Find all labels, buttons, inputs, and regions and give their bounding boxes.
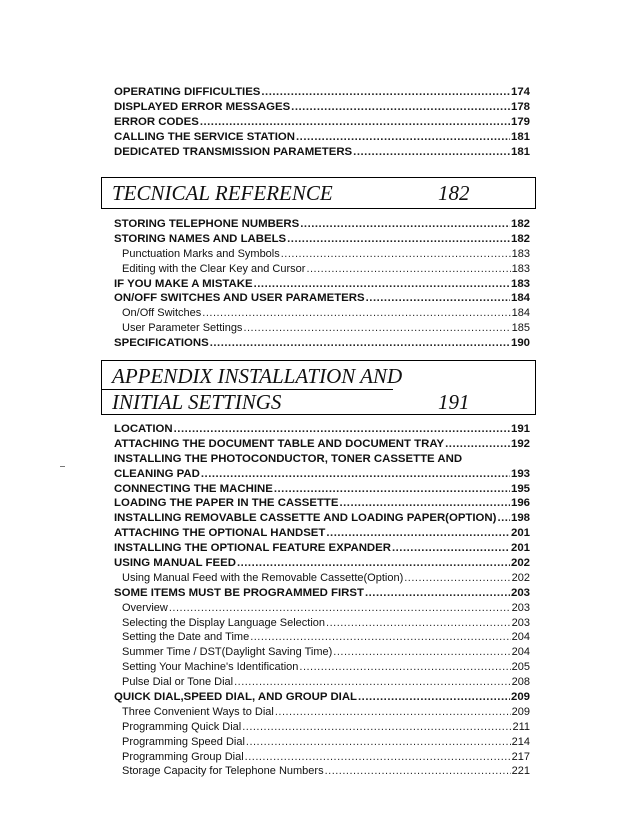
toc-entry-title: Programming Speed Dial — [122, 735, 245, 748]
toc-entry-page: 192 — [510, 437, 530, 450]
toc-entry — [114, 452, 530, 467]
dot-leader — [326, 616, 511, 631]
toc-entry-page: 204 — [511, 646, 530, 659]
dot-leader — [274, 482, 510, 497]
toc-entry — [114, 247, 530, 262]
toc-entry-title: DEDICATED TRANSMISSION PARAMETERS — [114, 145, 353, 158]
margin-mark — [60, 466, 65, 467]
toc-entry-title: CONNECTING THE MACHINE — [114, 482, 273, 495]
toc-entry-title: LOCATION — [114, 423, 173, 435]
dot-leader — [296, 130, 510, 145]
toc-entry-title: CLEANING PAD — [114, 467, 200, 480]
toc-entry-page: 181 — [510, 130, 530, 143]
toc-entry-title: OPERATING DIFFICULTIES — [114, 86, 261, 98]
dot-leader — [200, 115, 510, 130]
toc-entry-page: 191 — [510, 423, 530, 435]
dot-leader — [300, 217, 510, 232]
dot-leader — [306, 262, 510, 277]
toc-entry-title: INSTALLING THE PHOTOCONDUCTOR, TONER CASSETTE AND — [114, 452, 463, 465]
toc-entry-page: 185 — [511, 322, 530, 335]
toc-entry-page: 181 — [510, 145, 530, 158]
toc-entry-title: INSTALLING THE OPTIONAL FEATURE EXPANDER — [114, 542, 391, 555]
toc-entry — [114, 705, 530, 720]
dot-leader — [392, 541, 510, 556]
toc-entry-title: User Parameter Settings — [122, 322, 243, 335]
toc-entry — [114, 645, 530, 660]
toc-entry-page: 221 — [511, 765, 530, 778]
toc-entry — [114, 690, 530, 705]
dot-leader — [404, 571, 510, 586]
toc-entry-page: 182 — [510, 232, 530, 245]
dot-leader — [326, 526, 510, 541]
toc-entry-title: ATTACHING THE DOCUMENT TABLE AND DOCUMENT TRAY — [114, 437, 445, 450]
toc-entry-title: INSTALLING REMOVABLE CASSETTE AND LOADING PAPER(OPTION) — [114, 512, 497, 525]
toc-entry-title: QUICK DIAL,SPEED DIAL, AND GROUP DIAL — [114, 691, 358, 704]
section-heading-appendix — [101, 360, 536, 415]
toc-entry-title: Programming Quick Dial — [122, 720, 242, 733]
toc-entry-title: ERROR CODES — [114, 115, 199, 128]
dot-leader — [169, 601, 511, 616]
toc-entry-title: Pulse Dial or Tone Dial — [122, 676, 234, 689]
dot-leader — [237, 556, 510, 571]
dot-leader — [202, 306, 510, 321]
toc-entry-page: 214 — [511, 735, 530, 748]
toc-entry-title: USING MANUAL FEED — [114, 557, 236, 570]
toc-entry — [114, 100, 530, 115]
dot-leader — [333, 645, 510, 660]
dot-leader — [242, 720, 511, 735]
dot-leader — [358, 690, 510, 705]
toc-entry — [114, 291, 530, 306]
toc-entry-title: Punctuation Marks and Symbols — [122, 247, 280, 260]
toc-entry — [114, 496, 530, 511]
toc-entry-page: 209 — [511, 705, 530, 718]
dot-leader — [365, 586, 510, 601]
toc-entry-page: 203 — [511, 616, 530, 629]
dot-leader — [445, 437, 510, 452]
toc-entry-page: 183 — [511, 262, 530, 275]
dot-leader — [261, 85, 510, 100]
dot-leader — [291, 100, 510, 115]
toc-entry — [114, 277, 530, 292]
toc-entry — [114, 306, 530, 321]
toc-entry-page: 202 — [511, 571, 530, 584]
toc-entry — [114, 541, 530, 556]
toc-section-troubleshooting — [114, 85, 530, 159]
toc-entry-page: 178 — [510, 100, 530, 113]
dot-leader — [174, 422, 510, 437]
toc-entry-page: 203 — [510, 586, 530, 599]
dot-leader — [497, 511, 510, 526]
toc-entry-page: 183 — [510, 277, 530, 290]
toc-entry — [114, 262, 530, 277]
toc-entry — [114, 630, 530, 645]
toc-entry-page: 208 — [511, 676, 530, 689]
toc-entry-page: 174 — [510, 86, 530, 98]
toc-entry — [114, 764, 530, 779]
toc-entry — [114, 660, 530, 675]
dot-leader — [339, 496, 510, 511]
toc-entry-page: 217 — [511, 750, 530, 763]
toc-entry-title: CALLING THE SERVICE STATION — [114, 130, 295, 143]
toc-entry-title: Summer Time / DST(Daylight Saving Time) — [122, 646, 333, 659]
toc-entry-page: 196 — [510, 497, 530, 510]
section-heading-page: 191 — [438, 390, 470, 414]
toc-entry — [114, 735, 530, 750]
toc-section-technical-reference — [114, 217, 530, 351]
toc-entry — [114, 336, 530, 351]
dot-leader — [246, 735, 511, 750]
dot-leader — [325, 764, 511, 779]
dot-leader — [275, 705, 511, 720]
toc-entry-title: Three Convenient Ways to Dial — [122, 705, 274, 718]
toc-entry-title: IF YOU MAKE A MISTAKE — [114, 277, 253, 290]
dot-leader — [353, 145, 510, 160]
section-heading-title-line2: INITIAL SETTINGS — [112, 390, 282, 414]
toc-entry-page: 184 — [510, 292, 530, 305]
toc-entry-page: 204 — [511, 631, 530, 644]
dot-leader — [281, 247, 511, 262]
toc-entry-title: Selecting the Display Language Selection — [122, 616, 326, 629]
toc-entry — [114, 526, 530, 541]
toc-entry — [114, 586, 530, 601]
toc-entry-page: 183 — [511, 247, 530, 260]
toc-entry — [114, 437, 530, 452]
dot-leader — [201, 467, 510, 482]
dot-leader — [250, 630, 510, 645]
toc-entry-title: Editing with the Clear Key and Cursor — [122, 262, 306, 275]
toc-entry-title: LOADING THE PAPER IN THE CASSETTE — [114, 497, 339, 510]
toc-entry — [114, 130, 530, 145]
toc-entry-page: 211 — [512, 720, 530, 733]
toc-entry-title: SPECIFICATIONS — [114, 337, 209, 350]
toc-entry-page: 184 — [511, 307, 530, 320]
dot-leader — [287, 232, 510, 247]
toc-entry-page: 190 — [510, 337, 530, 350]
toc-entry — [114, 232, 530, 247]
toc-entry — [114, 85, 530, 100]
section-heading-title-line1: APPENDIX INSTALLATION AND — [112, 364, 403, 388]
toc-entry-title: STORING TELEPHONE NUMBERS — [114, 218, 300, 230]
toc-entry-page: 182 — [510, 218, 530, 230]
toc-entry-page: 195 — [510, 482, 530, 495]
toc-entry — [114, 145, 530, 160]
toc-entry-page: 201 — [510, 542, 530, 555]
toc-entry — [114, 321, 530, 336]
section-heading-title: TECNICAL REFERENCE — [112, 181, 333, 205]
toc-entry-title: Storage Capacity for Telephone Numbers — [122, 765, 324, 778]
toc-entry — [114, 556, 530, 571]
toc-entry — [114, 422, 530, 437]
toc-entry — [114, 675, 530, 690]
toc-entry-page: 198 — [510, 512, 530, 525]
dot-leader — [243, 321, 510, 336]
toc-section-appendix — [114, 422, 530, 779]
toc-entry-page: 209 — [510, 691, 530, 704]
dot-leader — [245, 750, 511, 765]
toc-entry — [114, 115, 530, 130]
toc-entry-title: Using Manual Feed with the Removable Cassette(Option) — [122, 571, 404, 584]
toc-entry — [114, 601, 530, 616]
toc-entry-title: On/Off Switches — [122, 307, 202, 320]
toc-entry-title: STORING NAMES AND LABELS — [114, 232, 287, 245]
toc-entry-title: ON/OFF SWITCHES AND USER PARAMETERS — [114, 292, 365, 305]
toc-entry-title: Overview — [122, 601, 168, 614]
toc-entry-page: 179 — [510, 115, 530, 128]
dot-leader — [234, 675, 511, 690]
dot-leader — [366, 291, 510, 306]
toc-entry-page: 193 — [510, 467, 530, 480]
toc-entry — [114, 482, 530, 497]
toc-entry-title: DISPLAYED ERROR MESSAGES — [114, 100, 291, 113]
toc-entry — [114, 217, 530, 232]
dot-leader — [299, 660, 510, 675]
toc-entry — [114, 750, 530, 765]
toc-entry — [114, 511, 530, 526]
dot-leader — [210, 336, 510, 351]
toc-entry-title: SOME ITEMS MUST BE PROGRAMMED FIRST — [114, 586, 364, 599]
toc-entry-page: 202 — [510, 557, 530, 570]
section-heading-page: 182 — [438, 181, 470, 205]
toc-entry-page: 203 — [511, 601, 530, 614]
toc-entry-page: 205 — [511, 661, 530, 674]
toc-entry — [114, 616, 530, 631]
dot-leader — [254, 277, 510, 292]
section-heading-technical-reference — [101, 177, 536, 209]
toc-entry — [114, 467, 530, 482]
toc-entry-title: Setting Your Machine's Identification — [122, 661, 299, 674]
toc-entry-title: Programming Group Dial — [122, 750, 244, 763]
toc-entry-title: Setting the Date and Time — [122, 631, 250, 644]
toc-entry-title: ATTACHING THE OPTIONAL HANDSET — [114, 527, 326, 540]
toc-entry-page: 201 — [510, 527, 530, 540]
toc-entry — [114, 720, 530, 735]
toc-entry — [114, 571, 530, 586]
